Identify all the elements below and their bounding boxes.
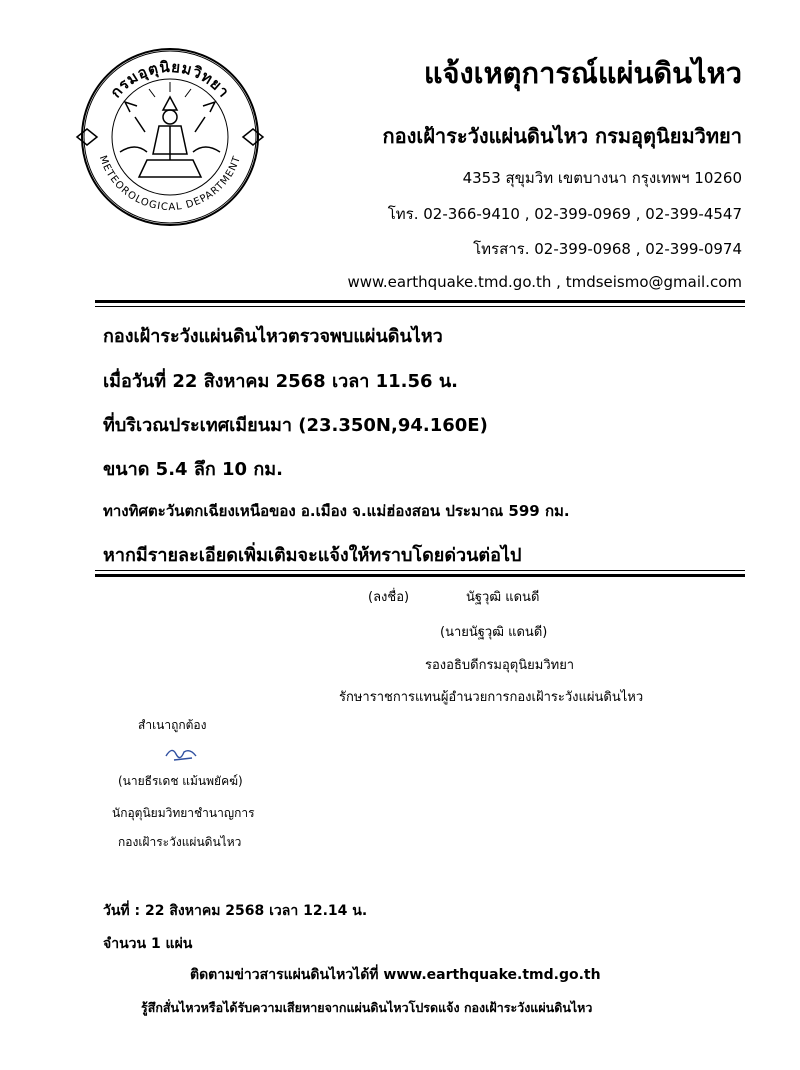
header-divider-thick xyxy=(95,300,745,303)
signatory-position: รองอธิบดีกรมอุตุนิยมวิทยา xyxy=(425,658,575,673)
phone-numbers: โทร. 02-366-9410 , 02-399-0969 , 02-399-4547 xyxy=(387,205,742,223)
sign-label: (ลงชื่อ) xyxy=(368,590,410,605)
issue-date: วันที่ : 22 สิงหาคม 2568 เวลา 12.14 น. xyxy=(103,903,368,919)
page-count: จำนวน 1 แผ่น xyxy=(103,936,193,952)
document-title: แจ้งเหตุการณ์แผ่นดินไหว xyxy=(423,56,742,90)
signed-name: นัฐวุฒิ แดนดี xyxy=(466,590,540,605)
certifier-division: กองเฝ้าระวังแผ่นดินไหว xyxy=(118,835,242,849)
website-email: www.earthquake.tmd.go.th , tmdseismo@gmail.com xyxy=(347,273,742,291)
svg-text:กรมอุตุนิยมวิทยา: กรมอุตุนิยมวิทยา xyxy=(106,57,234,102)
meteorological-department-seal xyxy=(75,42,265,232)
announcement-line-5: ทางทิศตะวันตกเฉียงเหนือของ อ.เมือง จ.แม่ฮ่องสอน ประมาณ 599 กม. xyxy=(103,502,570,520)
handwritten-signature xyxy=(162,742,202,764)
announcement-divider-thick xyxy=(95,574,745,577)
division-name: กองเฝ้าระวังแผ่นดินไหว กรมอุตุนิยมวิทยา xyxy=(382,124,742,148)
announcement-line-1: กองเฝ้าระวังแผ่นดินไหวตรวจพบแผ่นดินไหว xyxy=(103,326,443,347)
certifier-name: (นายธีรเดช แม้นพยัคฆ์) xyxy=(118,774,243,788)
signatory-name: (นายนัฐวุฒิ แดนดี) xyxy=(440,625,548,640)
announcement-line-4: ขนาด 5.4 ลึก 10 กม. xyxy=(103,459,283,480)
announcement-line-6: หากมีรายละเอียดเพิ่มเติมจะแจ้งให้ทราบโดยด่วนต่อไป xyxy=(103,545,522,566)
header-divider-thin xyxy=(95,306,745,307)
follow-news-line: ติดตามข่าวสารแผ่นดินไหวได้ที่ www.earthquake.tmd.go.th xyxy=(190,967,601,983)
announcement-divider-thin xyxy=(95,570,745,571)
report-damage-line: รู้สึกสั่นไหวหรือได้รับความเสียหายจากแผ่นดินไหวโปรดแจ้ง กองเฝ้าระวังแผ่นดินไหว xyxy=(141,1000,593,1015)
signatory-acting-position: รักษาราชการแทนผู้อำนวยการกองเฝ้าระวังแผ่นดินไหว xyxy=(339,690,644,705)
address: 4353 สุขุมวิท เขตบางนา กรุงเทพฯ 10260 xyxy=(462,169,742,187)
svg-text:METEOROLOGICAL DEPARTMENT: METEOROLOGICAL DEPARTMENT xyxy=(96,154,244,214)
certified-copy-label: สำเนาถูกต้อง xyxy=(138,718,207,732)
announcement-line-2: เมื่อวันที่ 22 สิงหาคม 2568 เวลา 11.56 น. xyxy=(103,371,458,392)
fax-numbers: โทรสาร. 02-399-0968 , 02-399-0974 xyxy=(473,240,742,258)
certifier-position: นักอุตุนิยมวิทยาชำนาญการ xyxy=(112,806,255,820)
announcement-line-3: ที่บริเวณประเทศเมียนมา (23.350N,94.160E) xyxy=(103,415,488,436)
